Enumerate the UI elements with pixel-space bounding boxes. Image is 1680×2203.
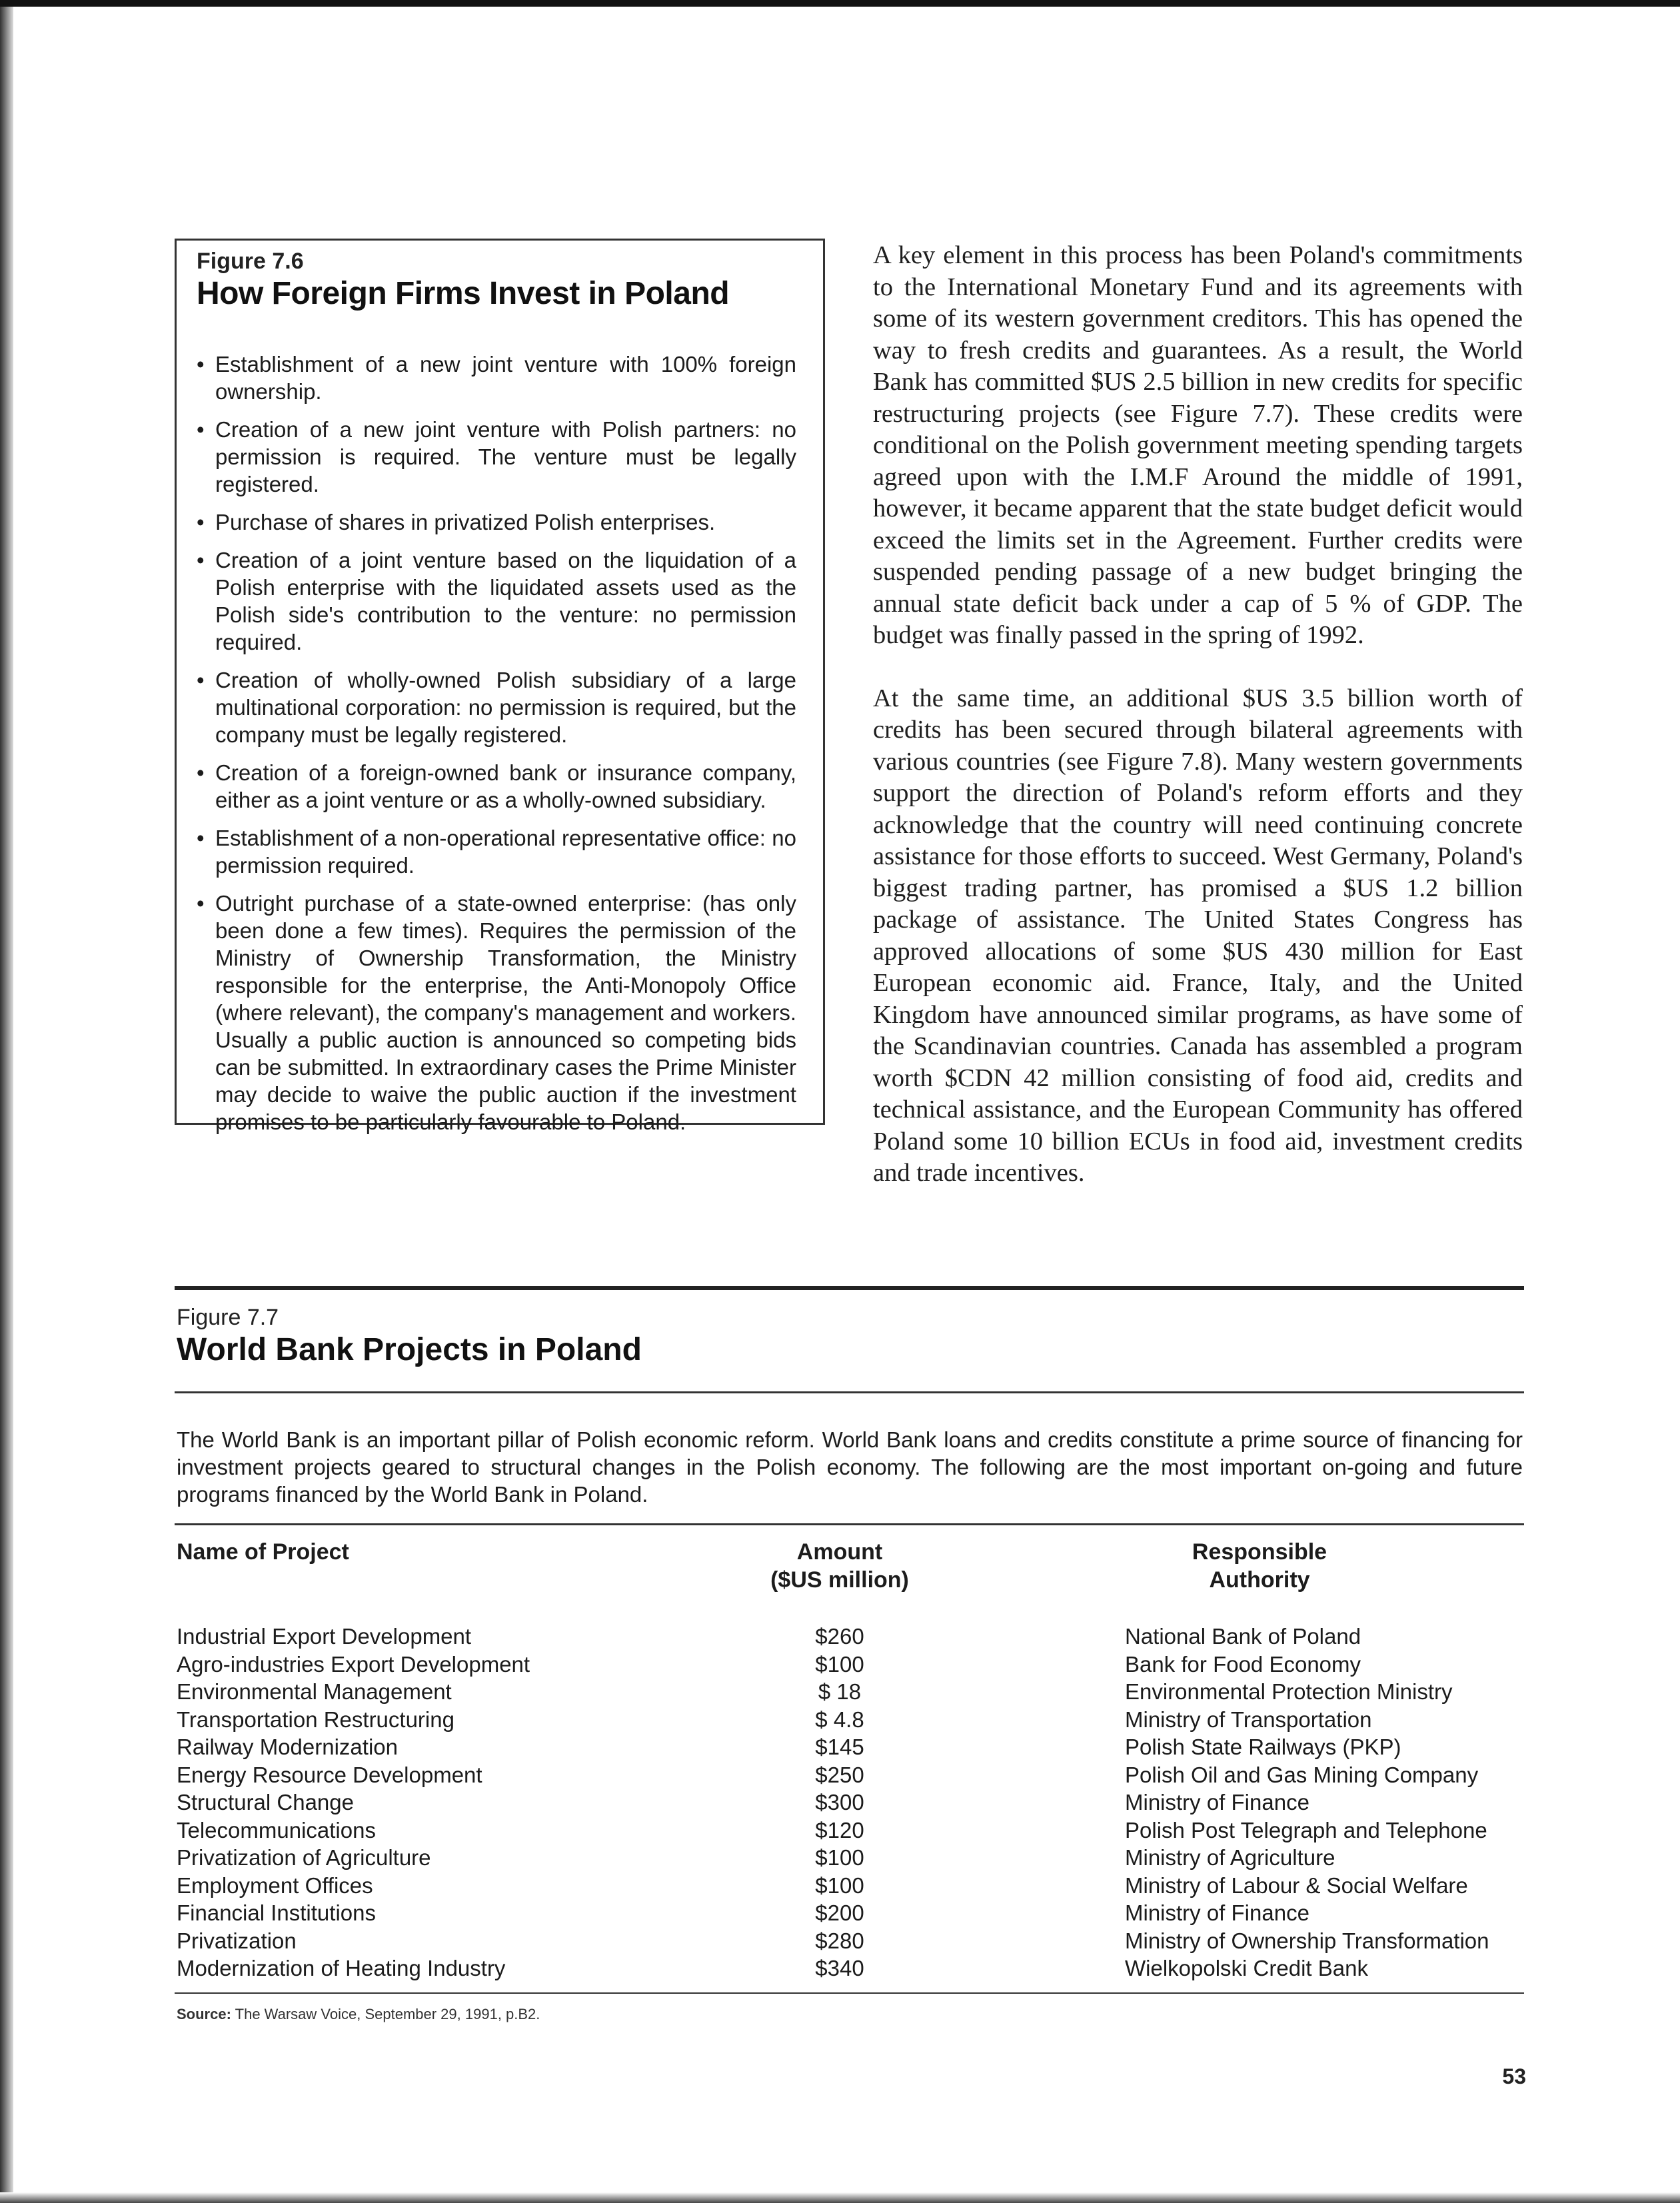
project-name: Transportation Restructuring	[177, 1707, 454, 1732]
column-header-name: Name of Project	[177, 1539, 349, 1565]
projects-table	[0, 1623, 1680, 1982]
list-item: • Purchase of shares in privatized Polish enterprises.	[197, 508, 796, 536]
column-header-amount-line2: ($US million)	[770, 1567, 909, 1593]
table-row	[0, 1899, 1680, 1927]
project-authority: Ministry of Labour & Social Welfare	[1125, 1872, 1468, 1898]
project-authority: Polish Oil and Gas Mining Company	[1125, 1762, 1479, 1787]
column-header-authority	[1133, 1538, 1386, 1594]
table-row	[0, 1733, 1680, 1761]
figure-7-7-intro: The World Bank is an important pillar of Polish economic reform. World Bank loans and credits constitute a prime source of financing for investment projects geared to structural changes in the Polish economy. The following are the most important on-going and future programs financed by the World Bank in Poland.	[177, 1427, 1523, 1507]
table-row	[0, 1623, 1680, 1651]
project-name: Privatization of Agriculture	[177, 1845, 431, 1870]
project-authority: Ministry of Transportation	[1125, 1707, 1372, 1732]
project-amount: $250	[815, 1762, 864, 1787]
body-text-column	[873, 240, 1523, 1221]
project-authority: Ministry of Finance	[1125, 1790, 1309, 1815]
table-row	[0, 1651, 1680, 1679]
list-item: • Creation of a new joint venture with Polish partners: no permission is required. The venture must be legally registered.	[197, 416, 796, 498]
project-authority: Polish State Railways (PKP)	[1125, 1735, 1401, 1759]
project-authority: Ministry of Ownership Transformation	[1125, 1928, 1489, 1953]
project-authority: National Bank of Poland	[1125, 1624, 1361, 1649]
scan-edge-bottom	[0, 2192, 1680, 2203]
table-bottom-rule	[175, 1992, 1524, 1994]
table-row	[0, 1817, 1680, 1844]
project-amount: $120	[815, 1817, 864, 1842]
column-header-authority-line2: Authority	[1209, 1567, 1310, 1593]
project-name: Privatization	[177, 1928, 297, 1953]
table-row	[0, 1954, 1680, 1982]
figure-7-6-title: How Foreign Firms Invest in Poland	[197, 276, 730, 311]
page-number: 53	[1502, 2064, 1526, 2088]
scan-edge-top	[0, 0, 1680, 7]
project-amount: $100	[815, 1872, 864, 1898]
source-note	[177, 2006, 540, 2023]
list-item: • Creation of a joint venture based on the liquidation of a Polish enterprise with the liquidated assets used as the Polish side's contribution to the venture: no permission required.	[197, 546, 796, 656]
figure-7-7-number: Figure 7.7	[177, 1305, 279, 1330]
table-row	[0, 1927, 1680, 1955]
project-amount: $280	[815, 1928, 864, 1953]
source-text: The Warsaw Voice, September 29, 1991, p.B2.	[235, 2006, 540, 2022]
project-amount: $145	[815, 1735, 864, 1759]
project-name: Employment Offices	[177, 1872, 373, 1898]
project-authority: Environmental Protection Ministry	[1125, 1679, 1453, 1704]
project-authority: Wielkopolski Credit Bank	[1125, 1956, 1368, 1980]
column-header-amount	[733, 1538, 946, 1594]
list-item: • Creation of wholly-owned Polish subsidiary of a large multinational corporation: no permission is required, but the company must be legally registered.	[197, 666, 796, 748]
figure-7-7-title: World Bank Projects in Poland	[177, 1332, 642, 1367]
body-paragraph: At the same time, an additional $US 3.5 billion worth of credits has been secured through bilateral agreements with various countries (see Figure 7.8). Many western governments support the direction of Poland's reform efforts and they acknowledge that the country will need continuing concrete assistance for those efforts to succeed. West Germany, Poland's biggest trading partner, has promised a $US 1.2 billion package of assistance. The United States Congress has approved allocations of some $US 430 million for East European economic aid. France, Italy, and the United Kingdom have announced similar programs, as have some of the Scandinavian countries. Canada has assembled a program worth $CDN 42 million consisting of food aid, credits and technical assistance, and the European Community has offered Poland some 10 billion ECUs in food aid, investment credits and trade incentives.	[873, 684, 1523, 1187]
table-top-rule	[175, 1523, 1524, 1525]
project-amount: $260	[815, 1624, 864, 1649]
project-authority: Bank for Food Economy	[1125, 1651, 1361, 1677]
project-amount: $ 18	[818, 1679, 862, 1704]
table-row	[0, 1678, 1680, 1706]
project-name: Energy Resource Development	[177, 1762, 482, 1787]
list-item: • Establishment of a non-operational representative office: no permission required.	[197, 824, 796, 879]
project-authority: Ministry of Finance	[1125, 1900, 1309, 1925]
column-header-authority-line1: Responsible	[1192, 1539, 1327, 1565]
body-paragraph: A key element in this process has been Poland's commitments to the International Monetary Fund and its agreements with some of its western government creditors. This has opened the way to fresh credits and guarantees. As a result, the World Bank has committed $US 2.5 billion in new credits for specific restructuring projects (see Figure 7.7). These credits were conditional on the Polish government meeting spending targets agreed upon with the I.M.F Around the middle of 1991, however, it became apparent that the state budget deficit would exceed the limits set in the Agreement. Further credits were suspended pending passage of a new budget bringing the annual state deficit back under a cap of 5 % of GDP. The budget was finally passed in the spring of 1992.	[873, 241, 1523, 649]
project-amount: $300	[815, 1790, 864, 1815]
table-row	[0, 1872, 1680, 1900]
project-name: Financial Institutions	[177, 1900, 376, 1925]
list-item: • Establishment of a new joint venture with 100% foreign ownership.	[197, 351, 796, 405]
source-label: Source:	[177, 2006, 231, 2022]
project-name: Agro-industries Export Development	[177, 1651, 530, 1677]
project-authority: Ministry of Agriculture	[1125, 1845, 1335, 1870]
list-item: • Outright purchase of a state-owned enterprise: (has only been done a few times). Requires the permission of the Ministry of Ownership Transformation, the Ministry responsible for the enterprise, the Anti-Monopoly Office (where relevant), the company's management and workers. Usually a public auction is announced so competing bids can be submitted. In extraordinary cases the Prime Minister may decide to waive the public auction if the investment promises to be particularly favourable to Poland.	[197, 890, 796, 1135]
project-authority: Polish Post Telegraph and Telephone	[1125, 1817, 1487, 1842]
table-row	[0, 1761, 1680, 1789]
project-amount: $ 4.8	[815, 1707, 864, 1732]
project-name: Environmental Management	[177, 1679, 452, 1704]
project-name: Telecommunications	[177, 1817, 376, 1842]
divider	[175, 1391, 1524, 1393]
figure-7-6-box	[175, 239, 825, 1134]
table-row	[0, 1789, 1680, 1817]
project-name: Modernization of Heating Industry	[177, 1956, 506, 1980]
project-amount: $200	[815, 1900, 864, 1925]
project-name: Structural Change	[177, 1790, 354, 1815]
figure-7-6-number: Figure 7.6	[197, 249, 304, 274]
project-amount: $100	[815, 1651, 864, 1677]
project-name: Railway Modernization	[177, 1735, 398, 1759]
project-amount: $100	[815, 1845, 864, 1870]
section-divider	[175, 1286, 1524, 1290]
figure-7-6-list	[197, 351, 796, 1146]
list-item: • Creation of a foreign-owned bank or insurance company, either as a joint venture or as a wholly-owned subsidiary.	[197, 759, 796, 814]
project-name: Industrial Export Development	[177, 1624, 472, 1649]
project-amount: $340	[815, 1956, 864, 1980]
table-row	[0, 1844, 1680, 1872]
table-row	[0, 1706, 1680, 1734]
column-header-amount-line1: Amount	[796, 1539, 883, 1565]
